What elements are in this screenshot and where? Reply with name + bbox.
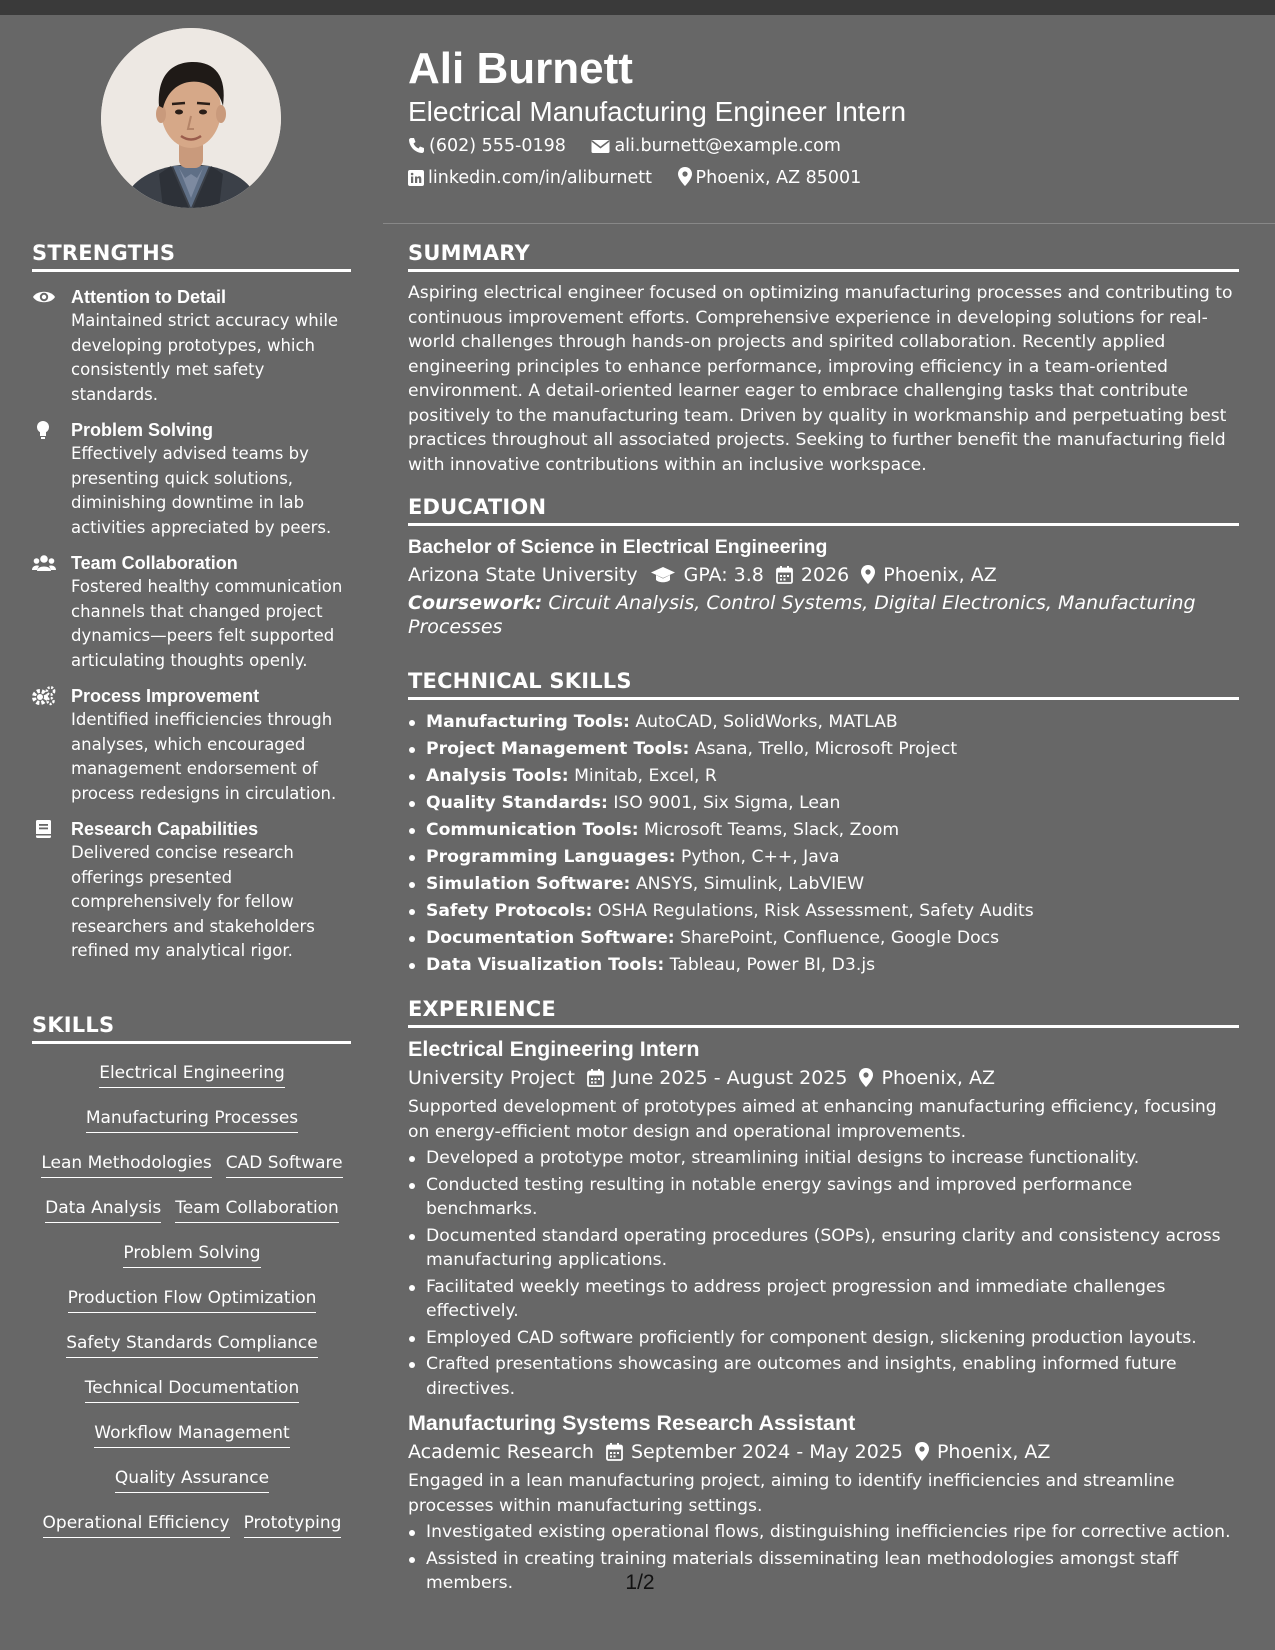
skill-values: Python, C++, Java (680, 847, 840, 867)
summary-section (408, 241, 1239, 477)
contact-linkedin[interactable] (408, 167, 652, 189)
skill-tag: Lean Methodologies (41, 1152, 211, 1178)
list-item: Assisted in creating training materials disseminating lean methodologies amongst staff members. (408, 1547, 1239, 1596)
skill-values: ISO 9001, Six Sigma, Lean (613, 793, 841, 813)
strengths-list (32, 285, 352, 975)
skill-values: Asana, Trello, Microsoft Project (694, 739, 958, 759)
skill-category: Programming Languages: (426, 847, 676, 867)
strength-description: Effectively advised teams by presenting quick solutions, diminishing downtime in lab activities appreciated by peers. (71, 444, 332, 537)
eye-icon (32, 287, 56, 307)
education-section (408, 495, 1239, 639)
skill-tag: CAD Software (226, 1152, 343, 1178)
list-item (408, 898, 1239, 925)
list-item (408, 952, 1239, 979)
skill-category: Analysis Tools: (426, 766, 569, 786)
skill-tag: Team Collaboration (175, 1197, 339, 1223)
skill-tag: Data Analysis (45, 1197, 161, 1223)
job-location: Phoenix, AZ (936, 1441, 1051, 1463)
job-organization: University Project (408, 1067, 575, 1089)
contact-phone[interactable] (408, 135, 566, 157)
experience-section (408, 997, 1239, 1606)
job-title: Electrical Engineering Intern (408, 1037, 700, 1061)
map-marker-icon (678, 168, 696, 188)
strength-item (32, 285, 352, 407)
summary-heading: SUMMARY (408, 241, 1239, 272)
strength-item (32, 817, 352, 964)
job-organization: Academic Research (408, 1441, 594, 1463)
technical-skills-heading: TECHNICAL SKILLS (408, 669, 1239, 700)
job-entry (408, 1409, 1239, 1596)
strength-item (32, 551, 352, 673)
list-item (408, 844, 1239, 871)
contact-location (678, 167, 862, 189)
skill-tag: Technical Documentation (85, 1377, 300, 1403)
list-item (408, 871, 1239, 898)
header-divider (383, 223, 1275, 224)
experience-heading: EXPERIENCE (408, 997, 1239, 1028)
page-number: 1/2 (625, 1571, 655, 1594)
job-meta (408, 1437, 1239, 1467)
skill-tag: Electrical Engineering (99, 1062, 285, 1088)
map-marker-icon (859, 1067, 881, 1089)
list-item: Facilitated weekly meetings to address project progression and immediate challenges effectively. (408, 1275, 1239, 1324)
graduation-cap-icon (650, 564, 684, 586)
job-meta (408, 1063, 1239, 1093)
candidate-title: Electrical Manufacturing Engineer Intern (408, 96, 907, 127)
skills-heading: SKILLS (32, 1013, 351, 1044)
lightbulb-icon (32, 420, 56, 440)
list-item (408, 736, 1239, 763)
skill-values: ANSYS, Simulink, LabVIEW (635, 874, 865, 894)
skill-category: Simulation Software: (426, 874, 631, 894)
job-bullets (408, 1146, 1239, 1401)
job-bullets (408, 1520, 1239, 1596)
phone-icon (408, 136, 429, 156)
envelope-icon (591, 136, 614, 156)
skill-tag: Manufacturing Processes (86, 1107, 298, 1133)
skill-category: Project Management Tools: (426, 739, 690, 759)
strength-description: Fostered healthy communication channels that changed project dynamics—peers felt supported articulating thoughts openly. (71, 577, 343, 670)
contact-line-1 (408, 135, 861, 157)
list-item: Documented standard operating procedures (SOPs), ensuring clarity and consistency across manufacturing applications. (408, 1224, 1239, 1273)
list-item: Crafted presentations showcasing are outcomes and insights, enabling informed future directives. (408, 1352, 1239, 1401)
coursework-list: Circuit Analysis, Control Systems, Digital Electronics, Manufacturing Processes (408, 592, 1196, 638)
strength-description: Identified inefficiencies through analyses, which encouraged management endorsement of process redesigns in circulation. (71, 710, 337, 803)
map-marker-icon (861, 564, 883, 586)
contact-email[interactable] (591, 135, 840, 157)
skill-tag: Problem Solving (123, 1242, 260, 1268)
job-entry (408, 1035, 1239, 1401)
strength-name: Problem Solving (71, 420, 214, 440)
profile-photo (101, 28, 281, 208)
book-icon (32, 819, 56, 839)
list-item: Investigated existing operational flows, distinguishing inefficiencies ripe for corrective action. (408, 1520, 1239, 1545)
coursework (408, 591, 1239, 639)
skill-values: SharePoint, Confluence, Google Docs (680, 928, 1000, 948)
strength-description: Delivered concise research offerings presented comprehensively for fellow researchers and stakeholders refined my analytical rigor. (71, 843, 315, 960)
list-item (408, 925, 1239, 952)
calendar-icon (776, 564, 801, 586)
technical-skills-section (408, 669, 1239, 979)
coursework-label: Coursework: (408, 592, 543, 614)
list-item (408, 790, 1239, 817)
skill-category: Documentation Software: (426, 928, 675, 948)
job-description: Supported development of prototypes aimed at enhancing manufacturing efficiency, focusing on energy-efficient motor design and operational improvements. (408, 1097, 1217, 1142)
skill-tag: Quality Assurance (115, 1467, 269, 1493)
strength-item (32, 684, 352, 806)
job-dates: September 2024 - May 2025 (630, 1441, 903, 1463)
job-description: Engaged in a lean manufacturing project, aiming to identify inefficiencies and streamline processes within manufacturing settings. (408, 1471, 1175, 1516)
strength-description: Maintained strict accuracy while developing prototypes, which consistently met safety standards. (71, 311, 339, 404)
skill-category: Manufacturing Tools: (426, 712, 630, 732)
skill-category: Safety Protocols: (426, 901, 593, 921)
users-icon (32, 553, 56, 573)
list-item (408, 709, 1239, 736)
skill-category: Data Visualization Tools: (426, 955, 665, 975)
job-dates: June 2025 - August 2025 (611, 1067, 848, 1089)
top-bar (0, 0, 1275, 15)
skill-values: Tableau, Power BI, D3.js (669, 955, 876, 975)
strength-name: Team Collaboration (71, 553, 238, 573)
skill-values: OSHA Regulations, Risk Assessment, Safety Audits (597, 901, 1034, 921)
calendar-icon (587, 1067, 612, 1089)
skill-tag: Operational Efficiency (43, 1512, 230, 1538)
technical-skills-list (408, 709, 1239, 979)
skill-tag: Workflow Management (94, 1422, 289, 1448)
skill-category: Communication Tools: (426, 820, 639, 840)
list-item (408, 763, 1239, 790)
skill-tag: Production Flow Optimization (68, 1287, 317, 1313)
contact-line-2 (408, 167, 881, 189)
gpa: GPA: 3.8 (683, 564, 764, 586)
cogs-icon (32, 686, 56, 706)
calendar-icon (606, 1441, 631, 1463)
list-item: Employed CAD software proficiently for component design, slickening production layouts. (408, 1326, 1239, 1351)
strength-name: Process Improvement (71, 686, 260, 706)
list-item: Developed a prototype motor, streamlining initial designs to increase functionality. (408, 1146, 1239, 1171)
skill-tag: Safety Standards Compliance (66, 1332, 317, 1358)
linkedin-text: linkedin.com/in/aliburnett (428, 168, 652, 188)
skill-values: Microsoft Teams, Slack, Zoom (644, 820, 900, 840)
list-item (408, 817, 1239, 844)
school-name: Arizona State University (408, 564, 638, 586)
strength-item (32, 418, 352, 540)
skill-category: Quality Standards: (426, 793, 608, 813)
summary-text: Aspiring electrical engineer focused on optimizing manufacturing processes and contributing to continuous improvement efforts. Comprehensive experience in developing solutions for real-world challenges through hands-on projects and spirited collaboration. Recently applied engineering principles to enhance performance, improving efficiency in a team-oriented environment. A detail-oriented learner eager to embrace challenging tasks that contribute positively to the manufacturing team. Driven by quality in workmanship and perpetuating best practices throughout all associated projects. Seeking to further benefit the manufacturing field with innovative contributions within an inclusive workspace. (408, 283, 1233, 475)
strength-name: Attention to Detail (71, 287, 226, 307)
location-text: Phoenix, AZ 85001 (695, 168, 862, 188)
education-location: Phoenix, AZ (883, 564, 997, 586)
education-meta (408, 560, 1239, 590)
strengths-heading: STRENGTHS (32, 241, 351, 272)
job-title: Manufacturing Systems Research Assistant (408, 1411, 856, 1435)
education-heading: EDUCATION (408, 495, 1239, 526)
degree-title: Bachelor of Science in Electrical Engineering (408, 536, 828, 558)
graduation-year: 2026 (800, 564, 850, 586)
email-text: ali.burnett@example.com (614, 136, 841, 156)
job-location: Phoenix, AZ (881, 1067, 995, 1089)
strength-name: Research Capabilities (71, 819, 259, 839)
phone-text: (602) 555-0198 (429, 136, 566, 156)
skill-tag: Prototyping (244, 1512, 342, 1538)
skill-values: AutoCAD, SolidWorks, MATLAB (635, 712, 898, 732)
list-item: Conducted testing resulting in notable energy savings and improved performance benchmarks. (408, 1173, 1239, 1222)
candidate-name: Ali Burnett (408, 44, 633, 93)
skill-values: Minitab, Excel, R (574, 766, 717, 786)
linkedin-icon (408, 168, 428, 188)
skills-tag-list (32, 1062, 352, 1557)
map-marker-icon (915, 1441, 937, 1463)
